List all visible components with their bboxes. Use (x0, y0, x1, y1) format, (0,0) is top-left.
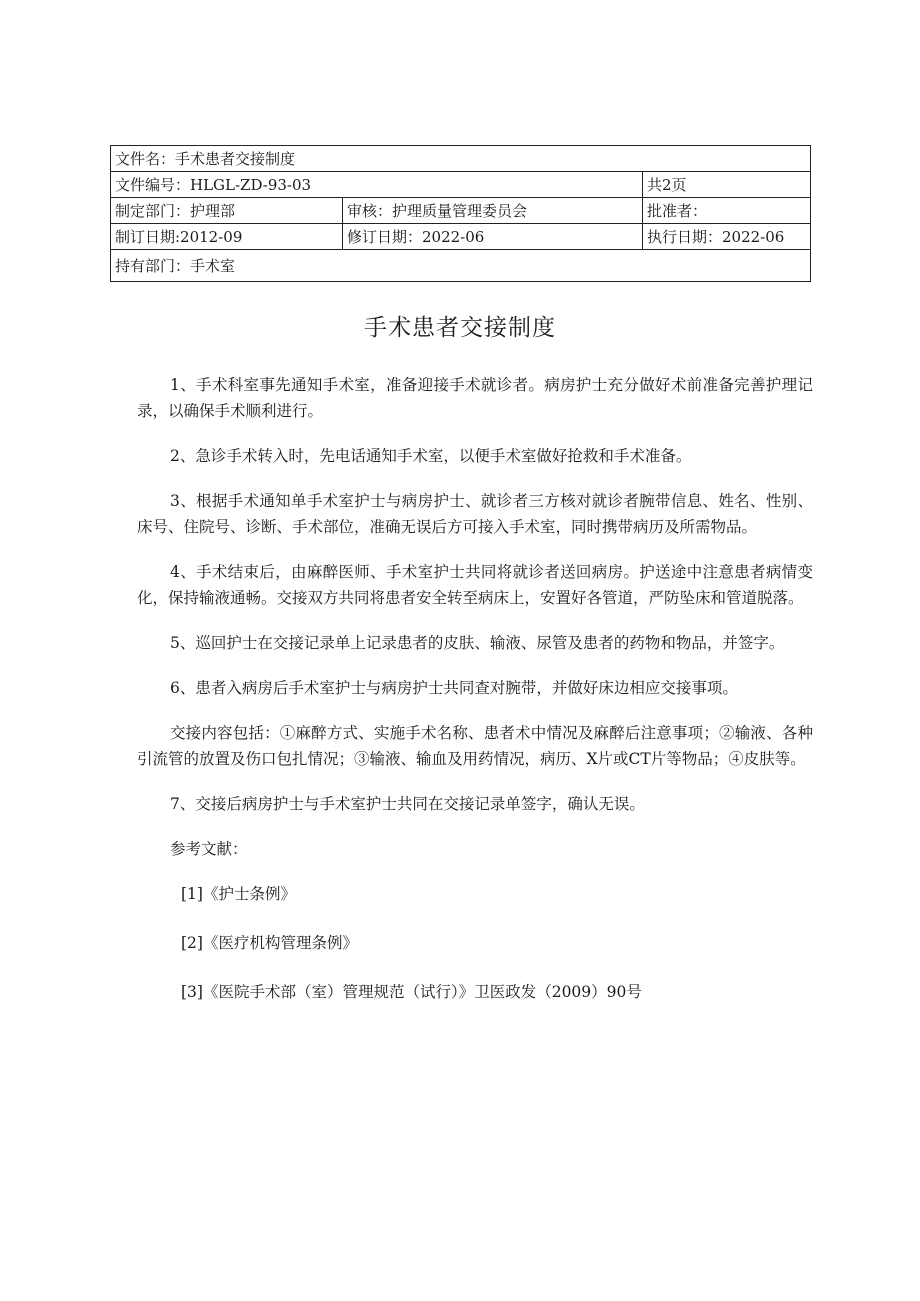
department-cell: 制定部门：护理部 (111, 198, 343, 224)
made-date-cell: 制订日期:2012-09 (111, 224, 343, 250)
paragraph: 5、巡回护士在交接记录单上记录患者的皮肤、输液、尿管及患者的药物和物品，并签字。 (170, 634, 785, 652)
page-count-cell: 共2页 (643, 172, 811, 198)
paragraph: 2、急诊手术转入时，先电话通知手术室，以便手术室做好抢救和手术准备。 (170, 447, 692, 465)
holder-department-cell: 持有部门：手术室 (111, 250, 811, 282)
paragraph: 1、手术科室事先通知手术室，准备迎接手术就诊者。病房护士充分做好术前准备完善护理记录，以确保手术顺利进行。 (137, 376, 813, 420)
reference-item: [2]《医疗机构管理条例》 (181, 934, 358, 952)
references-heading: 参考文献： (170, 840, 248, 858)
reviewer-cell: 审核：护理质量管理委员会 (343, 198, 643, 224)
exec-date-cell: 执行日期：2022-06 (643, 224, 811, 250)
handover-content-paragraph: 交接内容包括：①麻醉方式、实施手术名称、患者术中情况及麻醉后注意事项；②输液、各种引流管的放置及伤口包扎情况；③输液、输血及用药情况，病历、X片或CT片等物品；④皮肤等。 (137, 724, 813, 768)
file-number-cell: 文件编号：HLGL-ZD-93-03 (111, 172, 643, 198)
file-name-cell: 文件名：手术患者交接制度 (111, 146, 811, 172)
paragraph: 4、手术结束后，由麻醉医师、手术室护士共同将就诊者送回病房。护送途中注意患者病情变化，保持输液通畅。交接双方共同将患者安全转至病床上，安置好各管道，严防坠床和管道脱落。 (137, 563, 813, 607)
reference-item: [1]《护士条例》 (181, 885, 296, 903)
paragraph: 3、根据手术通知单手术室护士与病房护士、就诊者三方核对就诊者腕带信息、姓名、性别、床号、住院号、诊断、手术部位，准确无误后方可接入手术室，同时携带病历及所需物品。 (137, 492, 813, 536)
revised-date-cell: 修订日期：2022-06 (343, 224, 643, 250)
document-title: 手术患者交接制度 (364, 315, 556, 341)
paragraph: 7、交接后病房护士与手术室护士共同在交接记录单签字，确认无误。 (170, 795, 645, 813)
reference-item: [3]《医院手术部（室）管理规范（试行）》卫医政发（2009）90号 (181, 983, 642, 1001)
document-info-table (110, 145, 811, 282)
paragraph: 6、患者入病房后手术室护士与病房护士共同查对腕带，并做好床边相应交接事项。 (170, 679, 738, 697)
approver-cell: 批准者： (643, 198, 811, 224)
document-body (137, 372, 813, 1028)
